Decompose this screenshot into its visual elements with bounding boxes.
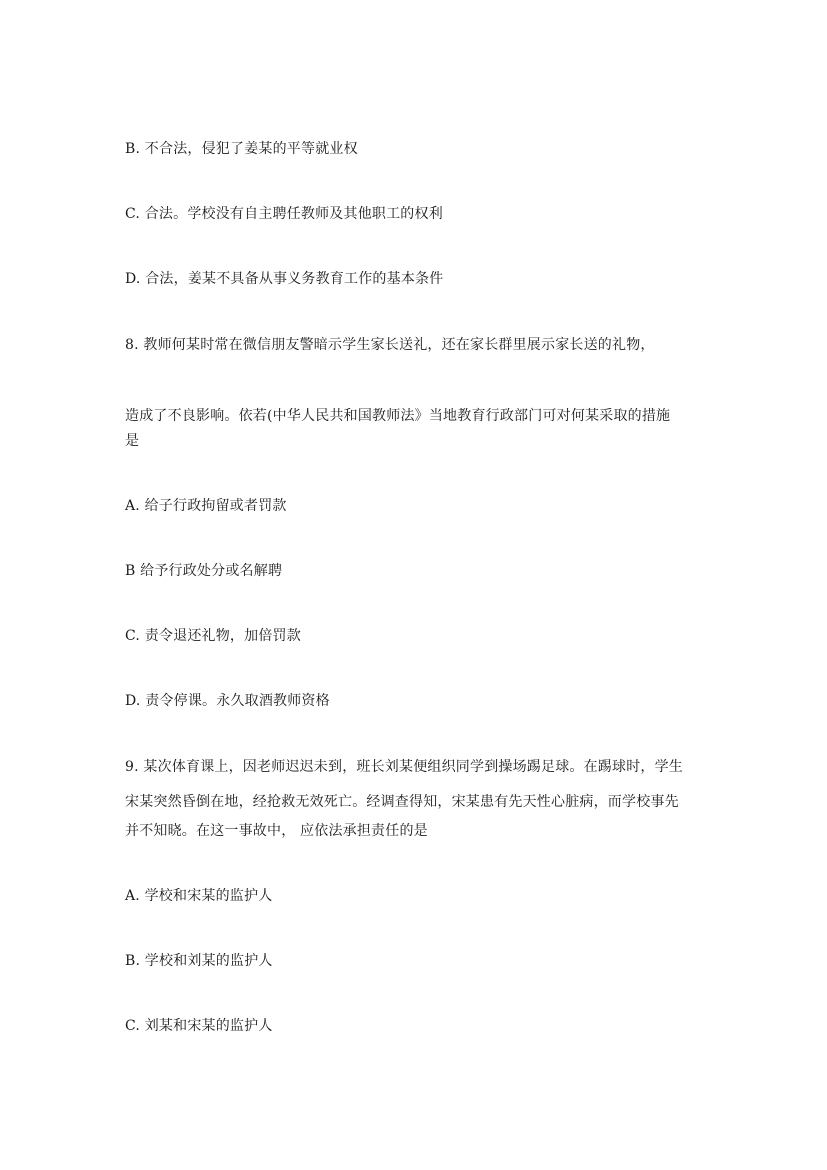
- q7-option-d: D. 合法，姜某不具备从事义务教育工作的基本条件: [125, 271, 444, 287]
- q8-option-d: D. 责令停课。永久取酒教师资格: [125, 693, 330, 709]
- q8-stem-line1: 8. 教师何某时常在微信朋友警暗示学生家长送礼，还在家长群里展示家长送的礼物，: [125, 337, 655, 353]
- q8-option-c: C. 责令退还礼物，加倍罚款: [125, 628, 301, 644]
- q9-stem-line1: 9. 某次体育课上，因老师迟迟未到，班长刘某便组织同学到操场踢足球。在踢球时，学生: [125, 759, 684, 775]
- q7-option-b: B. 不合法，侵犯了姜某的平等就业权: [125, 141, 358, 157]
- q7-option-c: C. 合法。学校没有自主聘任教师及其他职工的权利: [125, 206, 443, 222]
- q9-option-c: C. 刘某和宋某的监护人: [125, 1018, 273, 1034]
- q9-stem-line2: 宋某突然昏倒在地，经抢救无效死亡。经调查得知，宋某患有先天性心脏病，而学校事先: [125, 794, 679, 810]
- q8-option-a: A. 给子行政拘留或者罚款: [125, 498, 287, 514]
- q9-stem-line3: 并不知晓。在这一事故中， 应依法承担责任的是: [125, 823, 428, 839]
- q8-stem-line2: 造成了不良影响。依若(中华人民共和国教师法》当地教育行政部门可对何某采取的措施: [125, 408, 671, 424]
- q8-option-b: B 给予行政处分或名解聘: [125, 563, 283, 579]
- q8-stem-line3: 是: [125, 433, 140, 449]
- q9-option-b: B. 学校和刘某的监护人: [125, 953, 273, 969]
- q9-option-a: A. 学校和宋某的监护人: [125, 888, 273, 904]
